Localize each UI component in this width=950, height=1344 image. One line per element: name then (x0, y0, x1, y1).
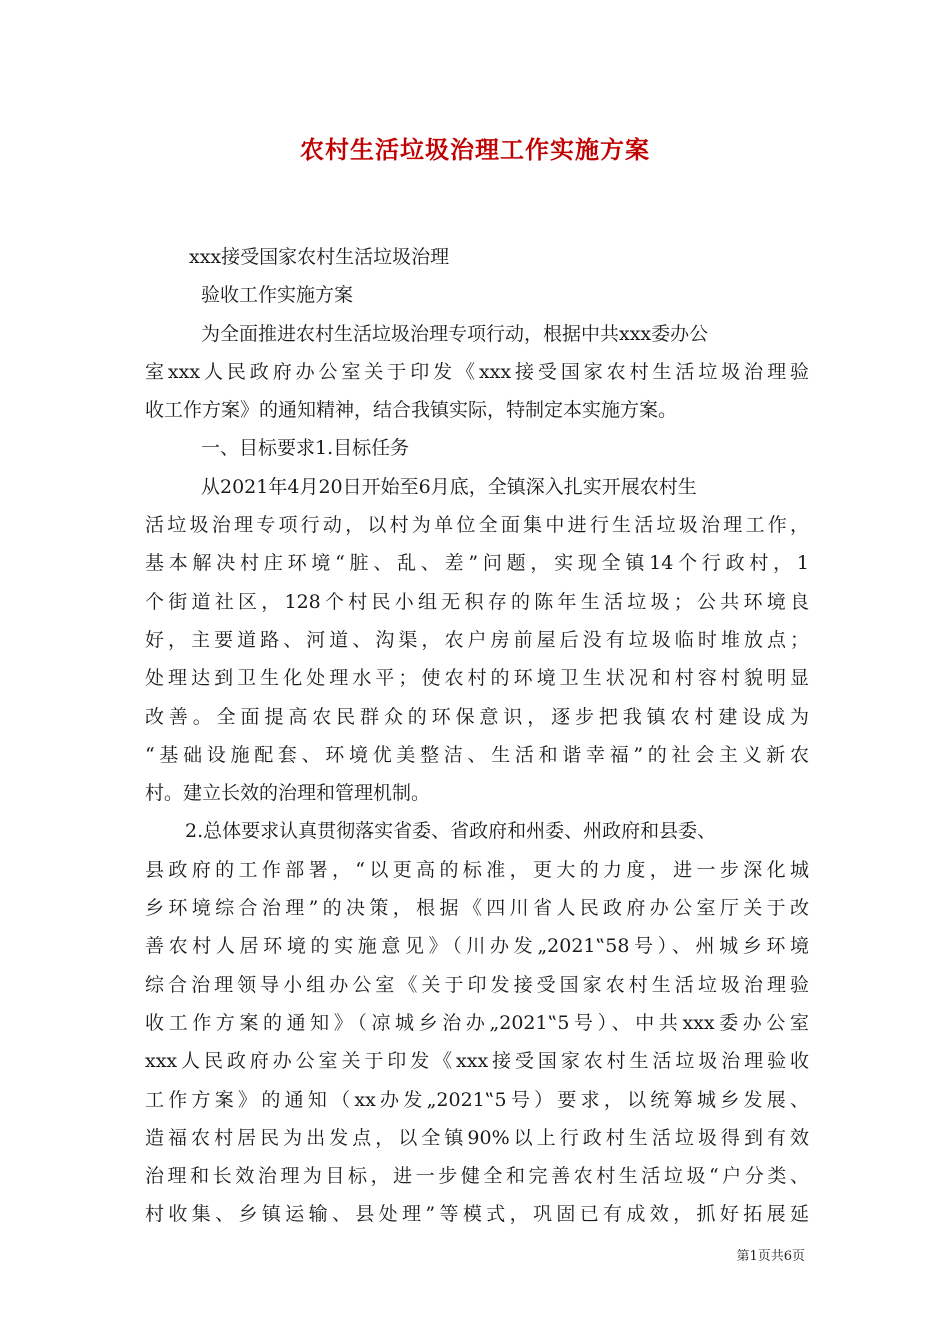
paragraph-line: 善农村人居环境的实施意见》（川办发„2021‟58号）、州城乡环境 (145, 935, 809, 958)
paragraph-line: 活垃圾治理专项行动，以村为单位全面集中进行生活垃圾治理工作， (145, 514, 809, 537)
paragraph-line: xxx人民政府办公室关于印发《xxx接受国家农村生活垃圾治理验收 (145, 1050, 809, 1073)
section-heading: 一、目标要求1.目标任务 (201, 437, 410, 460)
paragraph-line: 村收集、乡镇运输、县处理”等模式，巩固已有成效，抓好拓展延 (145, 1203, 809, 1226)
paragraph-line: 综合治理领导小组办公室《关于印发接受国家农村生活垃圾治理验 (145, 973, 809, 996)
paragraph-line: 县政府的工作部署，“以更高的标准，更大的力度，进一步深化城 (145, 858, 809, 881)
subtitle-line-1: xxx接受国家农村生活垃圾治理 (189, 246, 450, 268)
subtitle-line-2: 验收工作实施方案 (201, 284, 354, 307)
paragraph-line: 乡环境综合治理”的决策，根据《四川省人民政府办公室厅关于改 (145, 897, 809, 920)
paragraph-line: 为全面推进农村生活垃圾治理专项行动，根据中共xxx委办公 (201, 322, 709, 345)
paragraph-line: 室xxx人民政府办公室关于印发《xxx接受国家农村生活垃圾治理验 (145, 360, 809, 383)
paragraph-line: “基础设施配套、环境优美整洁、生活和谐幸福”的社会主义新农 (145, 743, 809, 766)
paragraph-line: 工作方案》的通知（xx办发„2021‟5号）要求，以统筹城乡发展、 (145, 1088, 809, 1111)
paragraph-line: 改善。全面提高农民群众的环保意识，逐步把我镇农村建设成为 (145, 705, 809, 728)
paragraph-line: 从2021年4月20日开始至6月底，全镇深入扎实开展农村生 (201, 475, 697, 498)
paragraph-line: 个街道社区，128个村民小组无积存的陈年生活垃圾；公共环境良 (145, 590, 809, 613)
paragraph-line: 治理和长效治理为目标，进一步健全和完善农村生活垃圾“户分类、 (145, 1165, 809, 1188)
paragraph-line: 处理达到卫生化处理水平；使农村的环境卫生状况和村容村貌明显 (145, 667, 809, 690)
paragraph-line: 基本解决村庄环境“脏、乱、差”问题，实现全镇14个行政村，1 (145, 552, 809, 575)
document-title: 农村生活垃圾治理工作实施方案 (300, 135, 650, 164)
paragraph-line: 好，主要道路、河道、沟渠，农户房前屋后没有垃圾临时堆放点； (145, 628, 809, 651)
document-body (145, 238, 809, 1234)
paragraph-line: 收工作方案的通知》（凉城乡治办„2021‟5号）、中共xxx委办公室 (145, 1011, 809, 1034)
paragraph-line: 2.总体要求认真贯彻落实省委、省政府和州委、州政府和县委、 (185, 820, 717, 843)
paragraph-line: 收工作方案》的通知精神，结合我镇实际，特制定本实施方案。 (145, 399, 678, 422)
paragraph-line: 村。建立长效的治理和管理机制。 (145, 782, 431, 805)
page-number: 第1页共6页 (736, 1249, 805, 1264)
paragraph-line: 造福农村居民为出发点，以全镇90%以上行政村生活垃圾得到有效 (145, 1126, 809, 1149)
